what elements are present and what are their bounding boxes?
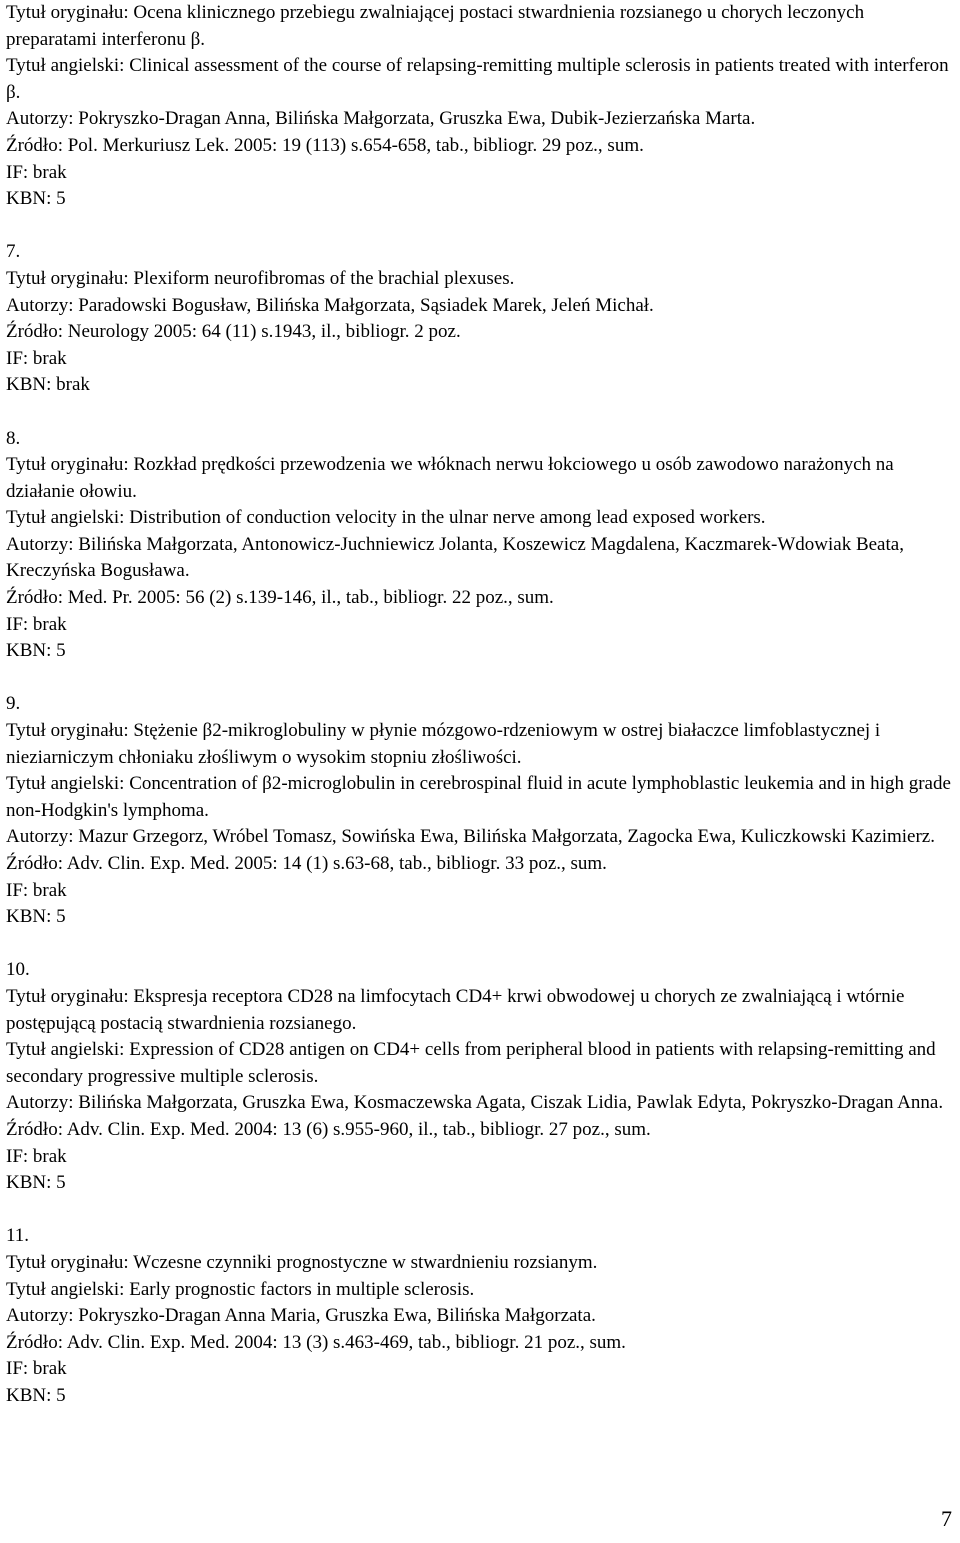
authors: Autorzy: Paradowski Bogusław, Bilińska Małgorzata, Sąsiadek Marek, Jeleń Michał. bbox=[6, 294, 654, 316]
bibliography-entry bbox=[6, 691, 954, 930]
kbn-score: KBN: 5 bbox=[6, 906, 66, 928]
bibliography-entry bbox=[6, 1223, 954, 1409]
impact-factor: IF: brak bbox=[6, 347, 67, 369]
original-title: Tytuł oryginału: Plexiform neurofibromas of the brachial plexuses. bbox=[6, 267, 515, 289]
original-title: Tytuł oryginału: Ekspresja receptora CD28 na limfocytach CD4+ krwi obwodowej u chorych ze zwalniającą i wtórnie postępującą postacią stwardnienia rozsianego. bbox=[6, 985, 905, 1034]
english-title: Tytuł angielski: Concentration of β2-microglobulin in cerebrospinal fluid in acute lymphoblastic leukemia and in high grade non-Hodgkin's lymphoma. bbox=[6, 773, 951, 821]
impact-factor: IF: brak bbox=[6, 161, 67, 183]
original-title: Tytuł oryginału: Stężenie β2-mikroglobuliny w płynie mózgowo-rdzeniowym w ostrej białaczce limfoblastycznej i nieziarniczym chłoniaku złośliwym o wysokim stopniu złośliwości. bbox=[6, 720, 881, 768]
source: Źródło: Neurology 2005: 64 (11) s.1943, il., bibliogr. 2 poz. bbox=[6, 321, 461, 343]
original-title: Tytuł oryginału: Rozkład prędkości przewodzenia we włóknach nerwu łokciowego u osób zawodowo narażonych na działanie ołowiu. bbox=[6, 454, 894, 502]
authors: Autorzy: Bilińska Małgorzata, Gruszka Ewa, Kosmaczewska Agata, Ciszak Lidia, Pawlak Edyta, Pokryszko-Dragan Anna. bbox=[6, 1092, 944, 1114]
entry-number: 11. bbox=[6, 1225, 30, 1247]
impact-factor: IF: brak bbox=[6, 613, 67, 635]
source: Źródło: Adv. Clin. Exp. Med. 2004: 13 (6) s.955-960, il., tab., bibliogr. 27 poz., sum. bbox=[6, 1118, 651, 1140]
bibliography-entry bbox=[6, 426, 954, 665]
original-title: Tytuł oryginału: Wczesne czynniki prognostyczne w stwardnieniu rozsianym. bbox=[6, 1251, 598, 1273]
bibliography-entry bbox=[6, 0, 954, 213]
kbn-score: KBN: brak bbox=[6, 374, 90, 396]
english-title: Tytuł angielski: Expression of CD28 antigen on CD4+ cells from peripheral blood in patients with relapsing-remitting and secondary progressive multiple sclerosis. bbox=[6, 1039, 936, 1087]
kbn-score: KBN: 5 bbox=[6, 1384, 66, 1406]
authors: Autorzy: Bilińska Małgorzata, Antonowicz-Juchniewicz Jolanta, Koszewicz Magdalena, Kaczmarek-Wdowiak Beata, Kreczyńska Bogusława. bbox=[6, 533, 904, 582]
source: Źródło: Adv. Clin. Exp. Med. 2004: 13 (3) s.463-469, tab., bibliogr. 21 poz., sum. bbox=[6, 1331, 626, 1353]
kbn-score: KBN: 5 bbox=[6, 640, 66, 662]
entry-number: 8. bbox=[6, 427, 21, 449]
kbn-score: KBN: 5 bbox=[6, 188, 66, 210]
impact-factor: IF: brak bbox=[6, 879, 67, 901]
authors: Autorzy: Pokryszko-Dragan Anna, Bilińska Małgorzata, Gruszka Ewa, Dubik-Jezierzańska Marta. bbox=[6, 108, 756, 130]
english-title: Tytuł angielski: Distribution of conduction velocity in the ulnar nerve among lead exposed workers. bbox=[6, 507, 766, 529]
entry-number: 9. bbox=[6, 693, 21, 715]
page-number: 7 bbox=[941, 1506, 952, 1531]
bibliography-entry bbox=[6, 239, 954, 399]
source: Źródło: Med. Pr. 2005: 56 (2) s.139-146, il., tab., bibliogr. 22 poz., sum. bbox=[6, 587, 554, 609]
impact-factor: IF: brak bbox=[6, 1145, 67, 1167]
bibliography-entry bbox=[6, 957, 954, 1196]
source: Źródło: Pol. Merkuriusz Lek. 2005: 19 (113) s.654-658, tab., bibliogr. 29 poz., sum. bbox=[6, 134, 644, 156]
english-title: Tytuł angielski: Clinical assessment of the course of relapsing-remitting multiple sclerosis in patients treated with interferon β. bbox=[6, 55, 949, 103]
entry-number: 10. bbox=[6, 959, 30, 981]
original-title: Tytuł oryginału: Ocena klinicznego przebiegu zwalniającej postaci stwardnienia rozsianego u chorych leczonych preparatami interferonu β. bbox=[6, 2, 865, 50]
kbn-score: KBN: 5 bbox=[6, 1172, 66, 1194]
authors: Autorzy: Mazur Grzegorz, Wróbel Tomasz, Sowińska Ewa, Bilińska Małgorzata, Zagocka Ewa, Kuliczkowski Kazimierz. bbox=[6, 826, 935, 848]
english-title: Tytuł angielski: Early prognostic factors in multiple sclerosis. bbox=[6, 1278, 475, 1300]
entry-number: 7. bbox=[6, 241, 21, 263]
source: Źródło: Adv. Clin. Exp. Med. 2005: 14 (1) s.63-68, tab., bibliogr. 33 poz., sum. bbox=[6, 853, 607, 874]
document-page bbox=[6, 0, 954, 1409]
authors: Autorzy: Pokryszko-Dragan Anna Maria, Gruszka Ewa, Bilińska Małgorzata. bbox=[6, 1305, 596, 1327]
impact-factor: IF: brak bbox=[6, 1358, 67, 1380]
